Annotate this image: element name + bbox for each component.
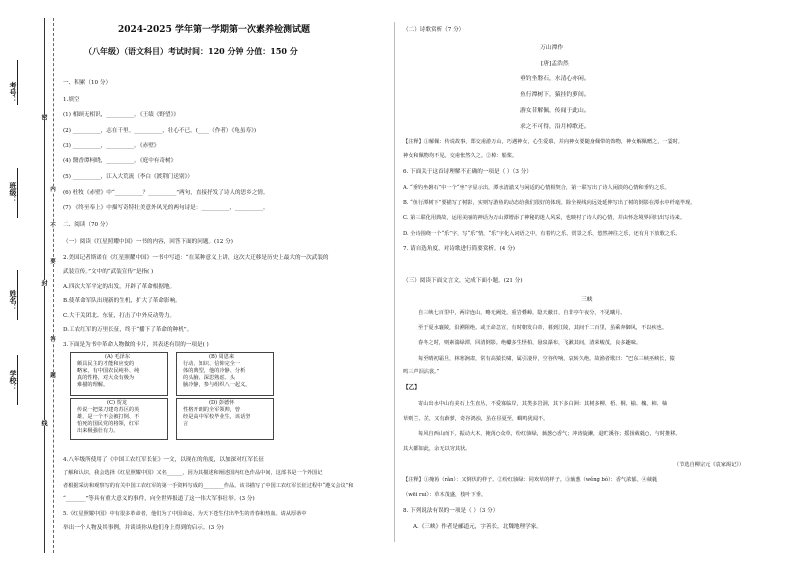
section-1-heading: 一、积累（10 分）: [63, 80, 112, 86]
card-a-line: 真的性格，对大众有极为: [77, 375, 135, 381]
binding-da: 答: [49, 336, 55, 342]
poem-line: 鱼行潭树下，猿挂钓萝间。: [520, 92, 590, 98]
fill-7: (7) 《终至奉上》中描写奇特壮美意外风光的两句诗是：__________，__________。: [63, 205, 269, 211]
binding-mi: 密: [40, 114, 47, 120]
poem-author: [唐]孟浩然: [541, 61, 569, 67]
q2-text: 2.美国记者斯诺在《红星照耀中国》一书中写道：“在某种意义上讲，这次大迁移是历史上最大的一次武装的: [63, 255, 329, 261]
q8-option-a: A.《三峡》作者是郦道元，字善长，北魏地理学家。: [413, 524, 542, 530]
fill-2: (2) __________，志在千里。__________，壮心不已。(____（作者）《龟虽寿》): [63, 128, 257, 134]
fill-4: (4) 醫香谭柯晓，__________。《庭中有奇树》: [63, 158, 177, 164]
card-b-line: 行动、知识、信仰完全一: [183, 361, 241, 367]
prose-para-4: 每至晴初霜旦，林寒涧肃，常有高猿长啸，属引凄异，空谷传响，哀转久绝。故渔者歌曰：“巴东三峡巫峡长，猿: [418, 356, 675, 362]
q2-text-b: 武装宣传。”文中的“武装宣传”是指( ): [63, 269, 154, 275]
yi-para-1: 寄山出水中山有美石上生直丛，不爱寡临岸，其类多岩洞，其下多白洲：其树多柳、梧、桐、榆、槐、柿、柚: [418, 401, 668, 407]
poem-line: 求之不可得，沿月棹歌还。: [520, 124, 590, 130]
card-b-line: 的头脑、深思熟虑、头: [183, 375, 235, 381]
card-d-line: 言: [183, 421, 189, 427]
column-divider: [394, 22, 395, 542]
prose-para-2: 至于夏水襄陵，沿溯阻绝。或王命急宣，有时朝发白帝，暮到江陵，其间千二百里，虽乘奔御风，不以疾也。: [418, 325, 668, 331]
binding-feng: 封: [40, 280, 47, 286]
yi-note: 【注释】①掩苒（rǎn）：又倒伏的样子。②纷红骇绿：同欢草的样子。③蓊葱（wěng bó）：香气浓郁。④葳蕤: [403, 477, 658, 483]
binding-banji: 班级：: [9, 182, 18, 203]
exam-title: 2024-2025 学年第一学期第一次素养检测试题: [118, 25, 310, 35]
card-a: [70, 352, 168, 396]
poem-line: 游女昔解佩，传闻于此山。: [520, 108, 590, 114]
q6-option-b: B. “鱼行潭树下”要描写了树影，实则写游鱼的动态给我们很好的体现。除全视线向远处延伸写出了树的倒影在潭水中纤毫毕现。: [403, 200, 696, 206]
poem-note: 【注释】①解佩：传说故事，郑交甫游万山，巧遇神女，心生爱慕，并向神女要随身佩带的饰物，神女解佩赠之，一霎时，: [403, 139, 684, 145]
q4-text-b: 了解和认识，我会选择《红星照耀中国》又名______，因为其描述和阐述国内红色作品中间，这部书是一个外国记: [63, 470, 323, 476]
fill-1: (1) 相顾无相识，__________。《王绩《野望》》: [63, 112, 179, 118]
yi-para-1b: 草则兰、芷，又有薜萝，奇谷鸿浊，虽在昼夏至，蜩鸣犹闻不。: [403, 416, 549, 422]
section-2-heading: 二、阅读（70 分）: [63, 222, 112, 228]
poem-section-heading: （二）诗歌赏析（7 分）: [403, 27, 465, 33]
reading-intro: （一）阅读《红星照耀中国》一书的内容，回答下面的问题。(12 分): [63, 239, 233, 245]
prose-para-3: 春冬之时，则素湍绿潭，回清倒影。绝巘多生怪柏，悬泉瀑布，飞漱其间，清荣峻茂，良多趣味。: [418, 340, 642, 346]
q8-text: 8. 下列说法有误的一项是（ ）（3 分）: [403, 508, 499, 514]
binding-bu: 不: [49, 222, 55, 228]
xuexiao-underline: [17, 355, 19, 405]
card-b-head: (B) 周恩来: [209, 354, 235, 360]
banji-underline: [17, 168, 19, 218]
binding-nei: 内: [49, 186, 55, 192]
yi-para-2: 每风自西山而下，振动大木，掩苒○众草，纷红骇绿，蓊葱○香气；冲涛旋濑，退贮溪谷；摇扬葳蕤○，与时推移。: [418, 431, 681, 437]
q6-option-c: C. 第三联化用典故，运用美丽的神话为万山潭增添了神秘的迷人风采，也映衬了诗人的心情，并由怀念境界回归出写诗来。: [403, 215, 686, 221]
card-c-line: 出来极强壮有力。: [77, 428, 119, 434]
card-a-line: 难描的理解。: [77, 382, 109, 388]
card-c-head: (C) 贺龙: [107, 400, 128, 406]
fill-5: (5) __________，江入大荒流（李白《渡荆门送别》）: [63, 174, 193, 180]
yi-source: （节选自柳宗元《袁家渴记》）: [674, 462, 745, 468]
q2-option-b: B.使革命军队出现新的生机，扩大了革命影响。: [63, 298, 181, 304]
poem-title: 万山潭作: [540, 45, 564, 51]
fill-6: (6) 杜牧《赤壁》中“__________？__________”两句，直接抒发了诗人的思乡之情。: [63, 190, 269, 196]
card-d-head: (D) 彭德怀: [209, 400, 235, 406]
fill-3: (3) __________，__________。《赤壁》: [63, 143, 160, 149]
binding-xingming: 姓名：: [9, 290, 18, 311]
kaohao-underline: [17, 60, 19, 105]
q4-text: 4.八年级所使用了《中国工农红军长征》一文，以现在的角度，以加深对红军长征: [63, 457, 265, 463]
q1-heading: 1.填空: [63, 97, 80, 103]
prose-section-heading: （三）阅读下面文言文，完成下面小题。(21 分): [403, 278, 523, 284]
binding-xian: 线: [40, 420, 47, 426]
q6-text: 6. 下面关于这首诗理解不正确的一项是（ ）（3 分）: [403, 169, 532, 175]
q6-option-d: D. 全诗围绕一个“乐”字，写“乐”情，“乐”字化入词语之中，有着钓之乐，赏景之乐，悠然神往之乐，还有月下放歌之乐。: [403, 231, 681, 237]
q4-text-c: 者根据采访和观察写的有关中国工农红军的第一手资料写成的________作品。该书描写了中国工农红军长征过程中“遵义会议”和: [63, 483, 354, 489]
poem-note-b: 神女和佩物均不见。交甫怅然久之。②棹：船桨。: [403, 153, 518, 159]
card-c-line: 怕死的国民党的将领，红军: [77, 421, 140, 427]
q6-option-a: A. “垂钓坐磐石”中一个“坐”字显示出，潭水清澈又与闲适的心情相契合，第一联写出了诗人闲淡的心情和垂钓之乐。: [403, 185, 670, 191]
q4-text-d: “_______”等具有重大意义的事件，向全世界报道了这一伟大军事壮举。(3 分): [63, 496, 255, 502]
q7-text: 7. 请自选角度，对诗歌进行简要赏析。(4 分): [403, 246, 515, 252]
yi-label: 【乙】: [403, 385, 420, 391]
binding-dashed-line: [53, 18, 54, 553]
q5-text: 5.《红星照耀中国》中有很多革命者，他们为了中国命运，为天下苍生付出毕生的青春和热血。请从厚蒂中: [63, 511, 307, 517]
binding-ti: 题: [49, 372, 55, 378]
prose-para-4b: 鸣三声泪沾裳。”: [403, 369, 440, 375]
card-a-head: (A) 毛泽东: [105, 354, 131, 360]
card-c-line: 传说一把菜刀建奇苏区的英: [77, 407, 140, 413]
q2-option-c: C.大干关团北、东征，打击了中外反动势力。: [63, 313, 176, 319]
card-c: [70, 398, 168, 440]
card-d-line: 经是高中军校毕业生，该话坚: [183, 414, 251, 420]
q3-text: 3.下面是为书中革命人物做的卡片，其表述有误的一项是( ): [63, 342, 209, 348]
yi-para-2b: 其大都如此，余无以穷其状。: [403, 446, 471, 452]
card-a-line: 略家，有中国农民纯朴、纯: [77, 368, 140, 374]
q2-option-d: D.工农红军的万里长征，终于“播下了革命的种机”。: [63, 327, 193, 333]
prose-title: 三峡: [581, 297, 593, 303]
xingming-underline: [17, 270, 19, 320]
card-b: [176, 352, 274, 396]
card-b-line: 体的典型，他的冷静、分析: [183, 368, 246, 374]
card-a-line: 颇具民主的才能和应变的: [77, 361, 135, 367]
exam-subtitle: （八年级）（语文科目）考试时间：120 分钟 分值：150 分: [84, 46, 298, 56]
prose-para-1: 自三峡七百里中，两岸连山，略无阙处。重岩叠嶂，隐天蔽日，自非亭午夜分，不见曦月。: [418, 310, 626, 316]
card-d: [176, 398, 274, 440]
binding-kaohao: 考号：: [9, 82, 18, 103]
yi-note-b: （wēi ruí）：草木茂盛，枝叶下垂。: [403, 492, 487, 498]
card-d-line: 性格开朗的全军领帅，曾: [183, 407, 241, 413]
poem-line: 垂钓坐磐石，水清心亦闲。: [520, 76, 590, 82]
q2-option-a: A.四次大军平定的出发，开辟了革命根据地。: [63, 284, 176, 290]
q5-text-b: 举出一个人物及其事例，并谈谈你从他们身上得到的启示。(3 分): [63, 525, 224, 531]
binding-xuexiao: 学校：: [9, 370, 18, 391]
card-c-line: 雄，是一个不会被打倒、不: [77, 414, 140, 420]
binding-yao: 要: [49, 258, 55, 264]
card-b-line: 脑冷静，参与组织八一起义。: [183, 382, 251, 388]
